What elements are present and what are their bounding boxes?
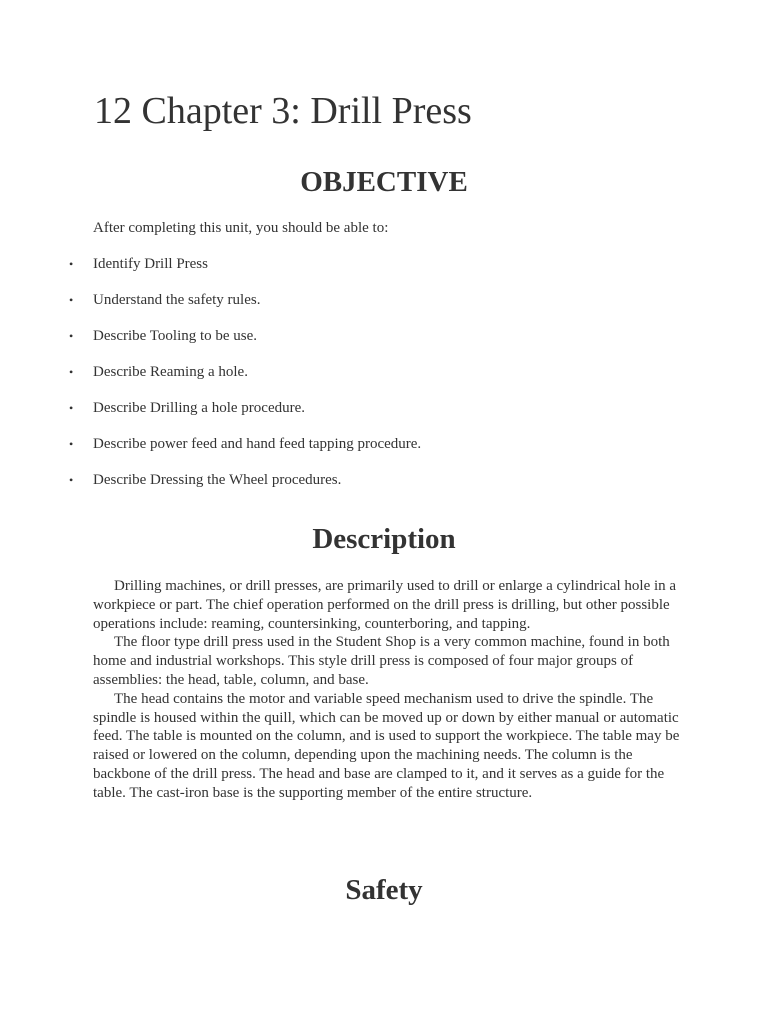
- description-paragraph: The head contains the motor and variable speed mechanism used to drive the spindle. The spindle is housed within the quill, which can be moved up or down by either manual or automatic feed. The table is mounted on the column, and is used to support the workpiece. The table may be raised or lowered on the column, depending upon the machining needs. The column is the backbone of the drill press. The head and base are clamped to it, and it serves as a guide for the table. The cast-iron base is the supporting member of the entire structure.: [93, 690, 680, 801]
- list-item: [0, 327, 768, 363]
- objective-item-text: Describe Drilling a hole procedure.: [93, 400, 305, 416]
- description-paragraph: The floor type drill press used in the Student Shop is a very common machine, found in both home and industrial workshops. This style drill press is composed of four major groups of assemblies: the head, table, column, and base.: [93, 634, 670, 688]
- safety-heading: Safety: [345, 874, 423, 906]
- list-item: [0, 471, 768, 507]
- bullet-icon: •: [69, 437, 74, 451]
- bullet-icon: •: [69, 257, 74, 271]
- objective-item-text: Identify Drill Press: [93, 256, 208, 272]
- list-item: [0, 255, 768, 291]
- description-paragraph: Drilling machines, or drill presses, are primarily used to drill or enlarge a cylindrical hole in a workpiece or part. The chief operation performed on the drill press is drilling, but other possible operations include: reaming, countersinking, counterboring, and tapping.: [93, 578, 677, 632]
- description-heading: Description: [312, 523, 456, 555]
- bullet-icon: •: [69, 293, 74, 307]
- list-item: [0, 363, 768, 399]
- bullet-icon: •: [69, 401, 74, 415]
- objective-list: [0, 255, 768, 507]
- objective-item-text: Understand the safety rules.: [93, 292, 261, 308]
- bullet-icon: •: [69, 365, 74, 379]
- objective-heading: OBJECTIVE: [300, 166, 468, 198]
- objective-item-text: Describe power feed and hand feed tapping procedure.: [93, 436, 422, 452]
- list-item: [0, 399, 768, 435]
- list-item: [0, 291, 768, 327]
- chapter-title: 12 Chapter 3: Drill Press: [94, 90, 472, 132]
- description-body: [93, 577, 683, 803]
- bullet-icon: •: [69, 473, 74, 487]
- list-item: [0, 435, 768, 471]
- objective-item-text: Describe Tooling to be use.: [93, 328, 258, 344]
- objective-item-text: Describe Dressing the Wheel procedures.: [93, 472, 342, 488]
- objective-intro: After completing this unit, you should be able to:: [93, 220, 389, 236]
- objective-item-text: Describe Reaming a hole.: [93, 364, 248, 380]
- bullet-icon: •: [69, 329, 74, 343]
